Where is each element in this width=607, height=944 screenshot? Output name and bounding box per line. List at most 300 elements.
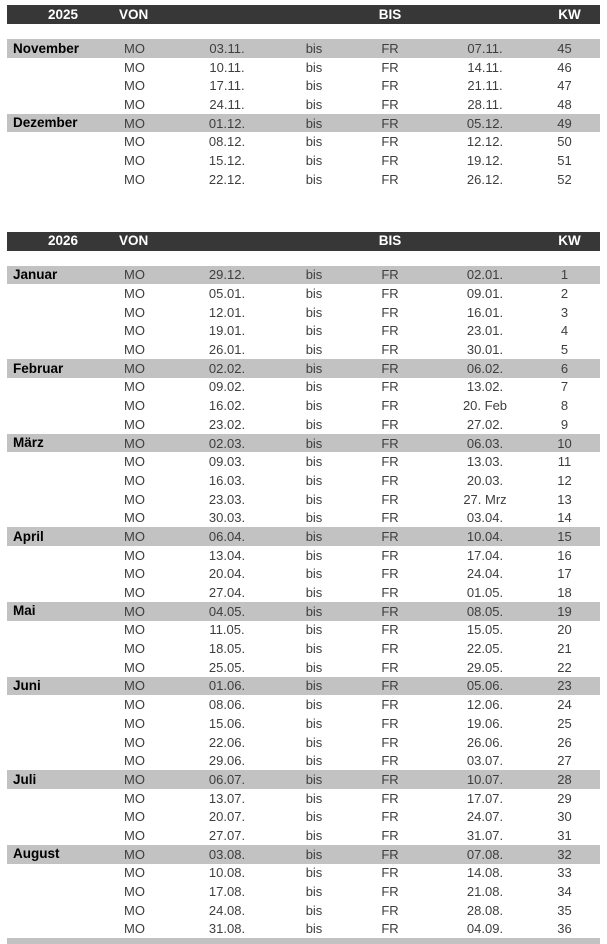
bis-label: bis [305, 134, 323, 150]
end-date-cell: 28.08. [466, 902, 504, 918]
kw-cell: 36 [557, 921, 572, 937]
month-label [7, 733, 119, 752]
start-date-cell: 17.08. [208, 884, 246, 900]
start-day-cell: MO [124, 566, 145, 582]
month-label: Juni [7, 677, 119, 696]
month-label [7, 807, 119, 826]
month-label [7, 546, 119, 565]
month-label: April [7, 527, 119, 546]
end-day-cell: FR [341, 359, 439, 378]
kw-cell: 16 [557, 547, 572, 563]
kw-cell: 25 [557, 715, 572, 731]
end-day-cell: FR [341, 845, 439, 864]
end-day-cell: FR [381, 286, 399, 302]
end-date-cell: 17.07. [466, 790, 504, 806]
kw-cell: 20 [557, 622, 572, 638]
month-label: Mai [7, 602, 119, 621]
month-label [7, 151, 119, 170]
start-day-cell: MO [124, 134, 145, 150]
start-day-cell: MO [124, 59, 145, 75]
kw-cell: 48 [557, 96, 572, 112]
bis-label: bis [287, 266, 341, 285]
start-date-cell: 27.04. [208, 585, 246, 601]
end-day-cell: FR [381, 454, 399, 470]
end-day-cell: FR [381, 790, 399, 806]
end-day-cell: FR [341, 434, 439, 453]
month-label [7, 920, 119, 939]
month-label [7, 95, 119, 114]
bis-label: bis [305, 884, 323, 900]
end-day-cell: FR [381, 641, 399, 657]
col-header-von: VON [119, 5, 167, 24]
kw-cell: 15 [539, 527, 600, 546]
week-row [7, 434, 600, 453]
end-day-cell: FR [381, 715, 399, 731]
start-date-cell: 09.02. [208, 379, 246, 395]
end-day-cell: FR [381, 921, 399, 937]
end-date-cell: 07.08. [439, 845, 539, 864]
start-date-cell: 10.08. [208, 865, 246, 881]
week-row [7, 151, 600, 170]
week-row [7, 621, 600, 640]
start-day-cell: MO [124, 641, 145, 657]
bis-label: bis [305, 398, 323, 414]
start-day-cell: MO [124, 96, 145, 112]
kw-cell: 49 [539, 114, 600, 133]
bis-label: bis [305, 753, 323, 769]
bis-label: bis [305, 547, 323, 563]
end-day-cell: FR [381, 510, 399, 526]
start-date-cell: 22.06. [208, 734, 246, 750]
kw-cell: 23 [539, 677, 600, 696]
header-filler [439, 5, 539, 24]
week-row [7, 396, 600, 415]
kw-cell: 9 [560, 416, 569, 432]
end-day-cell: FR [381, 379, 399, 395]
end-day-cell: FR [381, 734, 399, 750]
week-row [7, 359, 600, 378]
end-date-cell: 27.02. [466, 416, 504, 432]
end-day-cell: FR [381, 547, 399, 563]
end-date-cell: 02.01. [439, 266, 539, 285]
start-date-cell: 08.06. [208, 697, 246, 713]
week-row [7, 583, 600, 602]
start-day-cell: MO [124, 902, 145, 918]
header-filler [167, 232, 287, 251]
end-date-cell: 19.06. [466, 715, 504, 731]
week-row [7, 639, 600, 658]
month-label: März [7, 434, 119, 453]
start-day-cell: MO [124, 171, 145, 187]
kw-cell: 18 [557, 585, 572, 601]
end-date-cell: 19.12. [466, 152, 504, 168]
start-date-cell: 25.05. [208, 659, 246, 675]
month-label [7, 471, 119, 490]
end-date-cell: 24.04. [466, 566, 504, 582]
week-row [7, 340, 600, 359]
end-date-cell: 09.01. [466, 286, 504, 302]
start-date-cell: 30.03. [208, 510, 246, 526]
week-row [7, 845, 600, 864]
bis-label: bis [287, 39, 341, 58]
start-day-cell: MO [124, 884, 145, 900]
end-day-cell: FR [381, 902, 399, 918]
start-day-cell: MO [124, 416, 145, 432]
week-row [7, 303, 600, 322]
start-day-cell: MO [119, 114, 167, 133]
start-date-cell: 20.07. [208, 809, 246, 825]
end-date-cell: 21.11. [467, 78, 503, 94]
week-row [7, 751, 600, 770]
week-row [7, 901, 600, 920]
week-row [7, 452, 600, 471]
start-day-cell: MO [119, 602, 167, 621]
week-row [7, 76, 600, 95]
start-day-cell: MO [119, 39, 167, 58]
col-header-bis: BIS [341, 232, 439, 251]
bis-label: bis [305, 323, 323, 339]
bis-label: bis [305, 472, 323, 488]
end-date-cell: 13.02. [466, 379, 504, 395]
start-day-cell: MO [124, 753, 145, 769]
week-row [7, 807, 600, 826]
col-header-kw: KW [539, 232, 600, 251]
month-label [7, 658, 119, 677]
end-date-cell: 16.01. [466, 304, 504, 320]
month-label [7, 714, 119, 733]
week-row [7, 114, 600, 133]
week-row [7, 789, 600, 808]
month-label [7, 490, 119, 509]
month-label [7, 565, 119, 584]
end-date-cell: 08.05. [439, 602, 539, 621]
end-date-cell: 20. Feb [462, 398, 508, 414]
start-date-cell: 20.04. [208, 566, 246, 582]
start-date-cell: 01.12. [167, 114, 287, 133]
end-date-cell: 03.07. [466, 753, 504, 769]
month-label: Juli [7, 770, 119, 789]
kw-cell: 13 [557, 491, 572, 507]
bis-label: bis [305, 78, 323, 94]
month-label [7, 58, 119, 77]
year-header-row [7, 5, 600, 24]
start-day-cell: MO [124, 398, 145, 414]
week-row [7, 864, 600, 883]
month-label [7, 284, 119, 303]
month-label [7, 396, 119, 415]
week-row [7, 508, 600, 527]
kw-cell: 31 [557, 827, 572, 843]
start-day-cell: MO [124, 827, 145, 843]
kw-cell: 5 [560, 342, 569, 358]
end-date-cell: 24.07. [466, 809, 504, 825]
kw-cell: 52 [557, 171, 572, 187]
bis-label: bis [305, 827, 323, 843]
start-date-cell: 23.03. [208, 491, 246, 507]
end-day-cell: FR [381, 659, 399, 675]
kw-cell: 7 [560, 379, 569, 395]
end-day-cell: FR [381, 809, 399, 825]
bis-label: bis [305, 491, 323, 507]
start-day-cell: MO [124, 697, 145, 713]
start-date-cell: 02.02. [167, 359, 287, 378]
start-day-cell: MO [119, 266, 167, 285]
start-date-cell: 03.08. [167, 845, 287, 864]
end-date-cell: 07.11. [439, 39, 539, 58]
week-row [7, 471, 600, 490]
end-day-cell: FR [341, 677, 439, 696]
bis-label: bis [305, 641, 323, 657]
end-day-cell: FR [381, 304, 399, 320]
start-day-cell: MO [124, 286, 145, 302]
end-day-cell: FR [381, 753, 399, 769]
week-row [7, 565, 600, 584]
kw-cell: 12 [557, 472, 572, 488]
bis-label: bis [305, 865, 323, 881]
end-date-cell: 04.09. [466, 921, 504, 937]
calendar-week-overview [7, 5, 600, 944]
bis-label: bis [305, 59, 323, 75]
month-label [7, 132, 119, 151]
start-day-cell: MO [124, 585, 145, 601]
end-date-cell: 03.04. [466, 510, 504, 526]
week-row [7, 266, 600, 285]
start-date-cell: 27.07. [208, 827, 246, 843]
end-date-cell: 23.01. [466, 323, 504, 339]
month-label: Dezember [7, 114, 119, 133]
kw-cell: 2 [560, 286, 569, 302]
kw-cell: 19 [539, 602, 600, 621]
end-date-cell: 14.11. [467, 59, 503, 75]
start-day-cell: MO [124, 921, 145, 937]
start-day-cell: MO [124, 622, 145, 638]
kw-cell: 35 [557, 902, 572, 918]
bis-label: bis [305, 379, 323, 395]
start-day-cell: MO [124, 304, 145, 320]
kw-cell: 26 [557, 734, 572, 750]
end-date-cell: 06.03. [439, 434, 539, 453]
year-label: 2026 [7, 232, 119, 251]
month-label [7, 378, 119, 397]
end-day-cell: FR [381, 78, 399, 94]
end-day-cell: FR [381, 96, 399, 112]
week-row [7, 322, 600, 341]
start-date-cell: 06.04. [167, 527, 287, 546]
week-row [7, 58, 600, 77]
end-day-cell: FR [381, 152, 399, 168]
kw-cell: 17 [557, 566, 572, 582]
start-date-cell: 01.06. [167, 677, 287, 696]
bis-label: bis [287, 527, 341, 546]
end-date-cell: 26.06. [466, 734, 504, 750]
bis-label: bis [305, 715, 323, 731]
bis-label: bis [305, 171, 323, 187]
start-day-cell: MO [124, 152, 145, 168]
end-date-cell: 26.12. [466, 171, 504, 187]
bis-label: bis [287, 677, 341, 696]
bis-label: bis [305, 96, 323, 112]
kw-cell: 14 [557, 510, 572, 526]
week-row [7, 658, 600, 677]
start-day-cell: MO [124, 472, 145, 488]
month-label [7, 415, 119, 434]
header-gap [7, 251, 600, 266]
start-date-cell: 15.12. [208, 152, 246, 168]
end-day-cell: FR [381, 491, 399, 507]
start-date-cell: 29.12. [167, 266, 287, 285]
start-date-cell: 31.08. [208, 921, 246, 937]
end-date-cell: 21.08. [466, 884, 504, 900]
end-date-cell: 05.12. [439, 114, 539, 133]
end-date-cell: 06.02. [439, 359, 539, 378]
end-date-cell: 29.05. [466, 659, 504, 675]
month-label [7, 76, 119, 95]
week-rows-2025 [7, 39, 600, 189]
start-date-cell: 02.03. [167, 434, 287, 453]
week-rows-2026 [7, 266, 600, 939]
start-date-cell: 22.12. [208, 171, 246, 187]
kw-cell: 4 [560, 323, 569, 339]
start-date-cell: 16.02. [208, 398, 246, 414]
week-row [7, 714, 600, 733]
week-row [7, 826, 600, 845]
start-date-cell: 10.11. [209, 59, 245, 75]
month-label [7, 303, 119, 322]
end-date-cell: 12.12. [466, 134, 504, 150]
bis-label: bis [305, 659, 323, 675]
end-day-cell: FR [381, 323, 399, 339]
header-filler [287, 232, 341, 251]
kw-cell: 45 [539, 39, 600, 58]
month-label [7, 882, 119, 901]
end-date-cell: 12.06. [466, 697, 504, 713]
kw-cell: 51 [557, 152, 572, 168]
bis-label: bis [305, 416, 323, 432]
week-row [7, 527, 600, 546]
week-row [7, 733, 600, 752]
end-day-cell: FR [381, 472, 399, 488]
kw-cell: 30 [557, 809, 572, 825]
start-date-cell: 05.01. [208, 286, 246, 302]
month-label [7, 340, 119, 359]
start-date-cell: 18.05. [208, 641, 246, 657]
end-date-cell: 10.04. [439, 527, 539, 546]
end-date-cell: 14.08. [466, 865, 504, 881]
week-row [7, 695, 600, 714]
start-date-cell: 24.08. [208, 902, 246, 918]
week-row [7, 677, 600, 696]
month-label [7, 639, 119, 658]
end-day-cell: FR [381, 59, 399, 75]
end-day-cell: FR [381, 622, 399, 638]
end-day-cell: FR [381, 865, 399, 881]
col-header-von: VON [119, 232, 167, 251]
start-day-cell: MO [124, 379, 145, 395]
month-label [7, 695, 119, 714]
end-day-cell: FR [381, 566, 399, 582]
month-label: November [7, 39, 119, 58]
header-filler [439, 232, 539, 251]
start-date-cell: 24.11. [209, 96, 245, 112]
start-date-cell: 13.04. [208, 547, 246, 563]
week-row [7, 132, 600, 151]
end-day-cell: FR [381, 827, 399, 843]
start-day-cell: MO [124, 510, 145, 526]
start-day-cell: MO [119, 770, 167, 789]
kw-cell: 10 [539, 434, 600, 453]
kw-cell: 27 [557, 753, 572, 769]
bis-label: bis [287, 770, 341, 789]
start-day-cell: MO [119, 359, 167, 378]
kw-cell: 22 [557, 659, 572, 675]
bis-label: bis [305, 622, 323, 638]
start-date-cell: 23.02. [208, 416, 246, 432]
bis-label: bis [305, 809, 323, 825]
week-row [7, 920, 600, 939]
end-date-cell: 30.01. [466, 342, 504, 358]
kw-cell: 28 [539, 770, 600, 789]
end-date-cell: 17.04. [466, 547, 504, 563]
month-label [7, 452, 119, 471]
end-day-cell: FR [341, 114, 439, 133]
year-header-row [7, 232, 600, 251]
month-label [7, 170, 119, 189]
start-date-cell: 19.01. [208, 323, 246, 339]
end-day-cell: FR [341, 770, 439, 789]
end-day-cell: FR [341, 602, 439, 621]
month-label: Februar [7, 359, 119, 378]
start-date-cell: 29.06. [208, 753, 246, 769]
start-day-cell: MO [119, 677, 167, 696]
week-row [7, 546, 600, 565]
week-row [7, 284, 600, 303]
bis-label: bis [287, 434, 341, 453]
month-label [7, 583, 119, 602]
start-date-cell: 17.11. [209, 78, 245, 94]
start-date-cell: 15.06. [208, 715, 246, 731]
bis-label: bis [287, 359, 341, 378]
kw-cell: 8 [560, 398, 569, 414]
col-header-kw: KW [539, 5, 600, 24]
end-date-cell: 27. Mrz [463, 491, 507, 507]
end-day-cell: FR [341, 266, 439, 285]
kw-cell: 21 [557, 641, 572, 657]
start-day-cell: MO [119, 527, 167, 546]
end-date-cell: 20.03. [466, 472, 504, 488]
month-label: Januar [7, 266, 119, 285]
start-date-cell: 04.05. [167, 602, 287, 621]
kw-cell: 6 [539, 359, 600, 378]
weeks-table-2025 [7, 5, 600, 189]
start-date-cell: 06.07. [167, 770, 287, 789]
month-label [7, 322, 119, 341]
start-day-cell: MO [124, 865, 145, 881]
bis-label: bis [305, 734, 323, 750]
start-date-cell: 13.07. [208, 790, 246, 806]
end-date-cell: 31.07. [466, 827, 504, 843]
kw-cell: 3 [560, 304, 569, 320]
month-label [7, 508, 119, 527]
kw-cell: 47 [557, 78, 572, 94]
kw-cell: 34 [557, 884, 572, 900]
start-day-cell: MO [119, 845, 167, 864]
start-date-cell: 03.11. [167, 39, 287, 58]
week-row [7, 490, 600, 509]
week-row [7, 95, 600, 114]
week-row [7, 602, 600, 621]
header-filler [167, 5, 287, 24]
month-label [7, 864, 119, 883]
